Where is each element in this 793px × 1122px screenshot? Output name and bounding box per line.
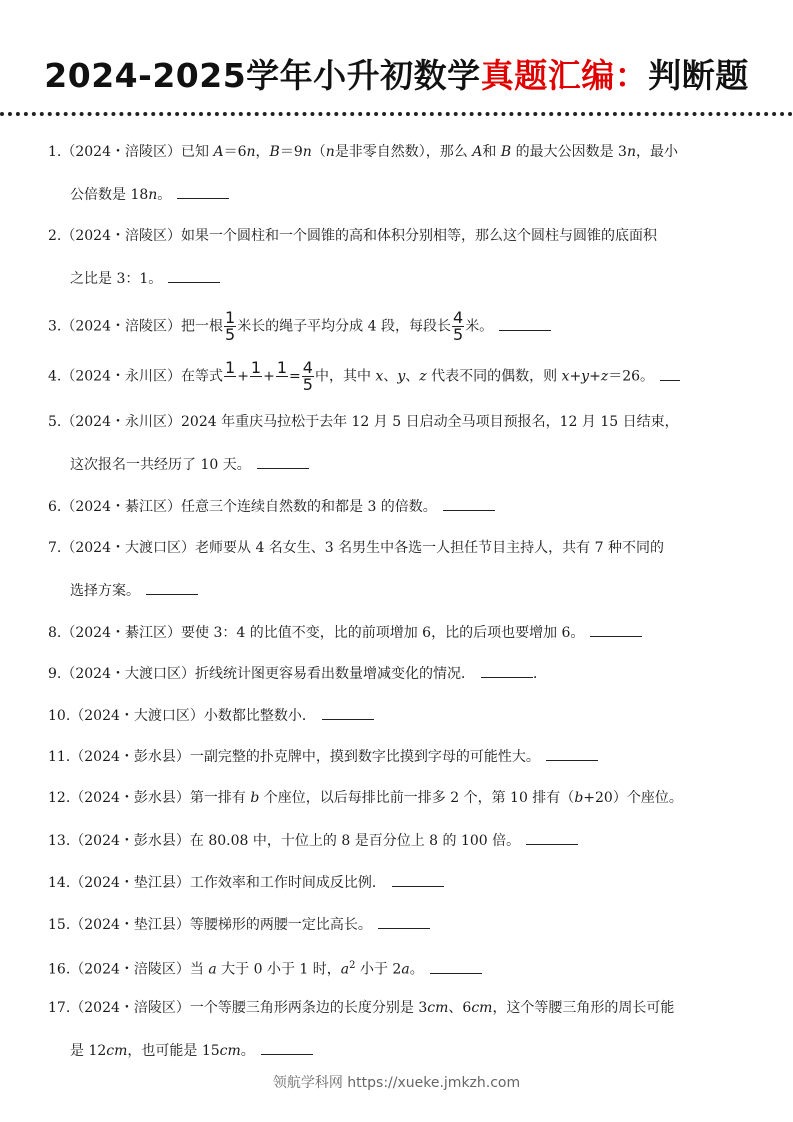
question-5-line2: 这次报名一共经历了 10 天。 [70, 454, 309, 475]
question-7-line2: 选择方案。 [70, 580, 198, 601]
dotted-divider [0, 112, 793, 116]
fraction: 1 [276, 358, 288, 377]
answer-blank[interactable] [660, 366, 680, 381]
answer-blank[interactable] [322, 705, 374, 720]
question-6: 6.（2024・綦江区）任意三个连续自然数的和都是 3 的倍数。 [48, 496, 495, 517]
answer-blank[interactable] [526, 830, 578, 845]
fraction: 1 [225, 358, 236, 377]
answer-blank[interactable] [443, 496, 495, 511]
answer-blank[interactable] [590, 622, 642, 637]
fraction: $\frac{4}{5}$ [302, 358, 313, 394]
question-15: 15.（2024・垫江县）等腰梯形的两腰一定比高长。 [48, 914, 430, 935]
fraction: 1 [250, 358, 262, 377]
fraction: $\frac{1}{5}$ [225, 308, 236, 344]
question-4: 4.（2024・永川区）在等式 1 + 1 + 1 = $\frac{4}{5}$ 中，其中 x、y、z 代表不同的偶数，则 x+y+z＝26。 [48, 360, 680, 393]
question-17: 17.（2024・涪陵区）一个等腰三角形两条边的长度分别是 3cm、6cm，这个等腰三角形的周长可能 [48, 1000, 675, 1016]
question-12: 12.（2024・彭水县）第一排有 b 个座位，以后每排比前一排多 2 个，第 10 排有（b+20）个座位。 [48, 790, 683, 806]
answer-blank[interactable] [257, 454, 309, 469]
question-16: 16.（2024・涪陵区）当 a 大于 0 小于 1 时，$a^2$ 小于 2a。 [48, 956, 482, 980]
answer-blank[interactable] [392, 872, 444, 887]
answer-blank[interactable] [146, 580, 198, 595]
page-title [0, 50, 793, 97]
answer-blank[interactable] [546, 746, 598, 761]
answer-blank[interactable] [430, 959, 482, 974]
question-11: 11.（2024・彭水县）一副完整的扑克牌中，摸到数字比摸到字母的可能性大。 [48, 746, 598, 767]
answer-blank[interactable] [378, 914, 430, 929]
question-8: 8.（2024・綦江区）要使 3：4 的比值不变，比的前项增加 6，比的后项也要增加 6。 [48, 622, 642, 643]
question-5: 5.（2024・永川区）2024 年重庆马拉松于去年 12 月 5 日启动全马项目预报名，12 月 15 日结束， [48, 414, 679, 430]
answer-blank[interactable] [499, 316, 551, 331]
question-2-line2: 之比是 3：1。 [70, 268, 220, 289]
title-part3: 判断题 [648, 56, 749, 95]
answer-blank[interactable] [168, 268, 220, 283]
question-2: 2.（2024・涪陵区）如果一个圆柱和一个圆锥的高和体积分别相等，那么这个圆柱与圆锥的底面积 [48, 228, 657, 244]
answer-blank[interactable] [261, 1040, 313, 1055]
fraction: $\frac{4}{5}$ [453, 308, 464, 344]
question-14: 14.（2024・垫江县）工作效率和工作时间成反比例． [48, 872, 444, 893]
question-9: 9.（2024・大渡口区）折线统计图更容易看出数量增减变化的情况． ． [48, 663, 547, 684]
title-part2: 真题汇编： [480, 56, 649, 95]
question-7: 7.（2024・大渡口区）老师要从 4 名女生、3 名男生中各选一人担任节目主持人，共有 7 种不同的 [48, 540, 664, 556]
answer-blank[interactable] [177, 184, 229, 199]
answer-blank[interactable] [481, 663, 533, 678]
question-13: 13.（2024・彭水县）在 80.08 中，十位上的 8 是百分位上 8 的 100 倍。 [48, 830, 578, 851]
footer-watermark: 领航学科网 https://xueke.jmkzh.com [272, 1075, 521, 1091]
question-17-line2: 是 12cm，也可能是 15cm。 [70, 1040, 313, 1061]
question-1-line2: 公倍数是 18n。 [70, 184, 229, 205]
title-part1: 2024-2025学年小升初数学 [44, 56, 481, 95]
question-1: 1.（2024・涪陵区）已知 A＝6n，B＝9n（n是非零自然数），那么 A和 B 的最大公因数是 3n，最小 [48, 144, 678, 160]
question-10: 10.（2024・大渡口区）小数都比整数小． [48, 705, 374, 726]
question-3: 3.（2024・涪陵区）把一根 $\frac{1}{5}$ 米长的绳子平均分成 4 段，每段长 $\frac{4}{5}$ 米。 [48, 310, 551, 343]
